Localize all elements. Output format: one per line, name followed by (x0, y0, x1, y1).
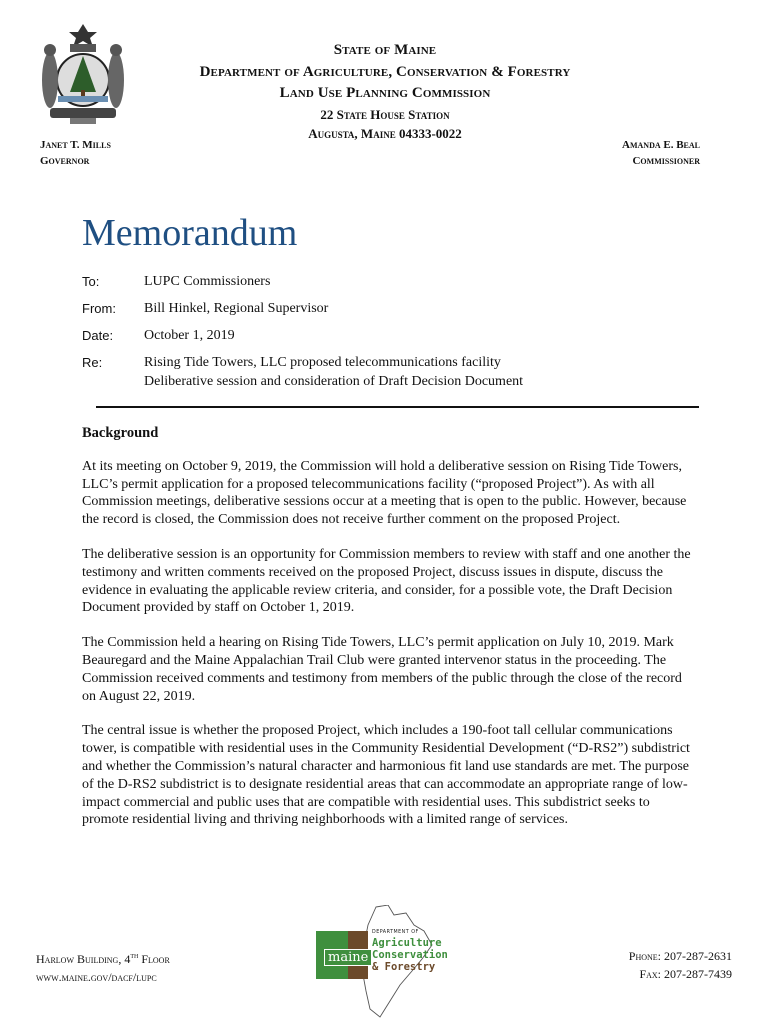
commissioner-block (622, 137, 700, 169)
re-value (144, 353, 702, 391)
re-field (82, 353, 702, 391)
paragraph-3: The Commission held a hearing on Rising Tide Towers, LLC’s permit application on July 10, 2019. Mark Beauregard and the Maine Appalachian Trail Club were granted intervenor status in the proceeding. The Commission received comments and testimony from members of the public through the close of the record on August 22, 2019. (82, 635, 682, 704)
governor-name: Janet T. Mills (40, 139, 111, 151)
logo-maine-text: maine (324, 949, 372, 966)
from-field (82, 299, 702, 318)
governor-block (40, 137, 111, 169)
logo-conservation: Conservation (372, 949, 448, 961)
date-label: Date: (82, 328, 114, 343)
section-heading-background: Background (82, 425, 159, 441)
commissioner-title: Commissioner (632, 155, 700, 167)
footer-fax: Fax: 207-287-7439 (639, 967, 732, 981)
to-value: LUPC Commissioners (144, 274, 271, 289)
memo-title: Memorandum (82, 212, 298, 254)
date-field (82, 326, 702, 345)
governor-title: Governor (40, 155, 90, 167)
paragraph-4: The central issue is whether the proposed Project, which includes a 190-foot tall cellular communications tower, is compatible with residential uses in the Community Residential Development (“D-RS2”) subdistrict and whether the Commission’s natural character and harmonious fit land use standards are met. The purpose of the D-RS2 subdistrict is to designate residential areas that can accommodate an appropriate range of low-impact commercial and public uses that are compatible with residential uses. This subdistrict seeks to promote residential living and thriving neighborhoods with a limited range of services. (82, 723, 690, 828)
footer-contact (629, 947, 732, 983)
date-value: October 1, 2019 (144, 328, 235, 343)
re-line-2: Deliberative session and consideration of Draft Decision Document (144, 374, 524, 389)
letterhead-address-1: 22 State House Station (320, 106, 450, 122)
logo-agriculture: Agriculture (372, 937, 442, 949)
logo-forestry: & Forestry (372, 961, 436, 973)
footer-address (36, 947, 170, 986)
footer-building-suffix: Floor (138, 952, 170, 966)
re-label: Re: (82, 355, 103, 370)
letterhead-commission: Land Use Planning Commission (279, 85, 491, 101)
header-divider (96, 406, 699, 408)
letterhead-state: State of Maine (333, 42, 437, 58)
letterhead (0, 40, 770, 143)
paragraph-2: The deliberative session is an opportunity for Commission members to review with staff and one another the testimony and written comments received on the proposed Project, discuss issues in dispute, discuss the evidence in evaluating the applicable review criteria, and consider, for a possible vote, the Draft Decision Document provided by staff on October 1, 2019. (82, 546, 691, 616)
footer-building (36, 947, 170, 968)
memo-header-fields (82, 272, 702, 399)
memo-body (82, 425, 694, 846)
commissioner-name: Amanda E. Beal (622, 139, 700, 151)
dacf-logo (314, 905, 448, 1020)
to-label: To: (82, 274, 100, 289)
re-line-1: Rising Tide Towers, LLC proposed telecommunications facility (144, 355, 501, 370)
letterhead-department: Department of Agriculture, Conservation & Forestry (199, 63, 571, 80)
to-field (82, 272, 702, 291)
footer-building-prefix: Harlow Building, 4 (36, 952, 131, 966)
from-label: From: (82, 301, 116, 316)
letterhead-address-2: Augusta, Maine 04333-0022 (308, 125, 462, 141)
footer-website-link[interactable]: www.maine.gov/dacf/lupc (36, 970, 157, 984)
from-value: Bill Hinkel, Regional Supervisor (144, 301, 329, 316)
footer-phone: Phone: 207-287-2631 (628, 949, 732, 963)
paragraph-1: At its meeting on October 9, 2019, the Commission will hold a deliberative session on Rising Tide Towers, LLC’s permit application for a proposed telecommunications facility (“proposed Project”). As with all Commission meetings, deliberative sessions occur at a meeting that is open to the public. However, because the record is closed, the Commission does not receive further comment on the proposed Project. (82, 458, 687, 528)
logo-dept-of: DEPARTMENT OF (372, 930, 419, 935)
footer-building-sup: th (130, 951, 139, 960)
